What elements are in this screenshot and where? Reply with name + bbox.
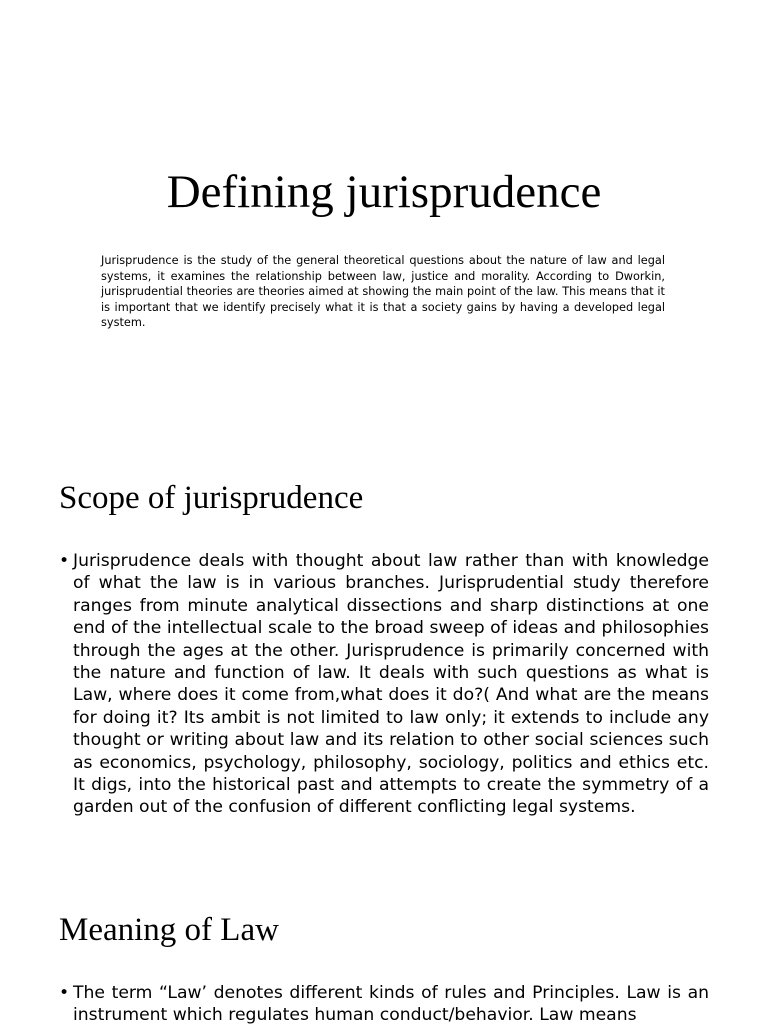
bullet-item (59, 982, 709, 1024)
bullet-list (59, 982, 709, 1024)
bullet-icon: • (59, 551, 70, 571)
bullet-text: The term “Law’ denotes different kinds of rules and Principles. Law is an instrument which regulates human conduct/behavior. Law means (73, 983, 709, 1024)
slide-title: Meaning of Law (59, 912, 279, 948)
bullet-icon: • (59, 983, 70, 1003)
slide-title: Scope of jurisprudence (59, 480, 364, 516)
slide-scope-of-jurisprudence (0, 430, 768, 860)
bullet-item (59, 550, 709, 819)
slide-body-text: Jurisprudence is the study of the general theoretical questions about the nature of law and legal systems, it examines the relationship between law, justice and morality. According to Dworkin, jurisprudential theories are theories aimed at showing the main point of the law. This means that it is important that we identify precisely what it is that a society gains by having a developed legal system. (101, 254, 665, 330)
bullet-text: Jurisprudence deals with thought about law rather than with knowledge of what the law is in various branches. Jurisprudential study therefore ranges from minute analytical dissections and sharp distinctions at one end of the intellectual scale to the broad sweep of ideas and philosophies through the ages at the other. Jurisprudence is primarily concerned with the nature and function of law. It deals with such questions as what is Law, where does it come from,what does it do?( And what are the means for doing it? Its ambit is not limited to law only; it extends to include any thought or writing about law and its relation to other social sciences such as economics, psychology, philosophy, sociology, politics and ethics etc. It digs, into the historical past and attempts to create the symmetry of a garden out of the confusion of different conflicting legal systems. (73, 551, 709, 818)
slide-title: Defining jurisprudence (166, 166, 602, 218)
slide-meaning-of-law (0, 860, 768, 1024)
slide-defining-jurisprudence (0, 0, 768, 430)
bullet-list (59, 550, 709, 819)
